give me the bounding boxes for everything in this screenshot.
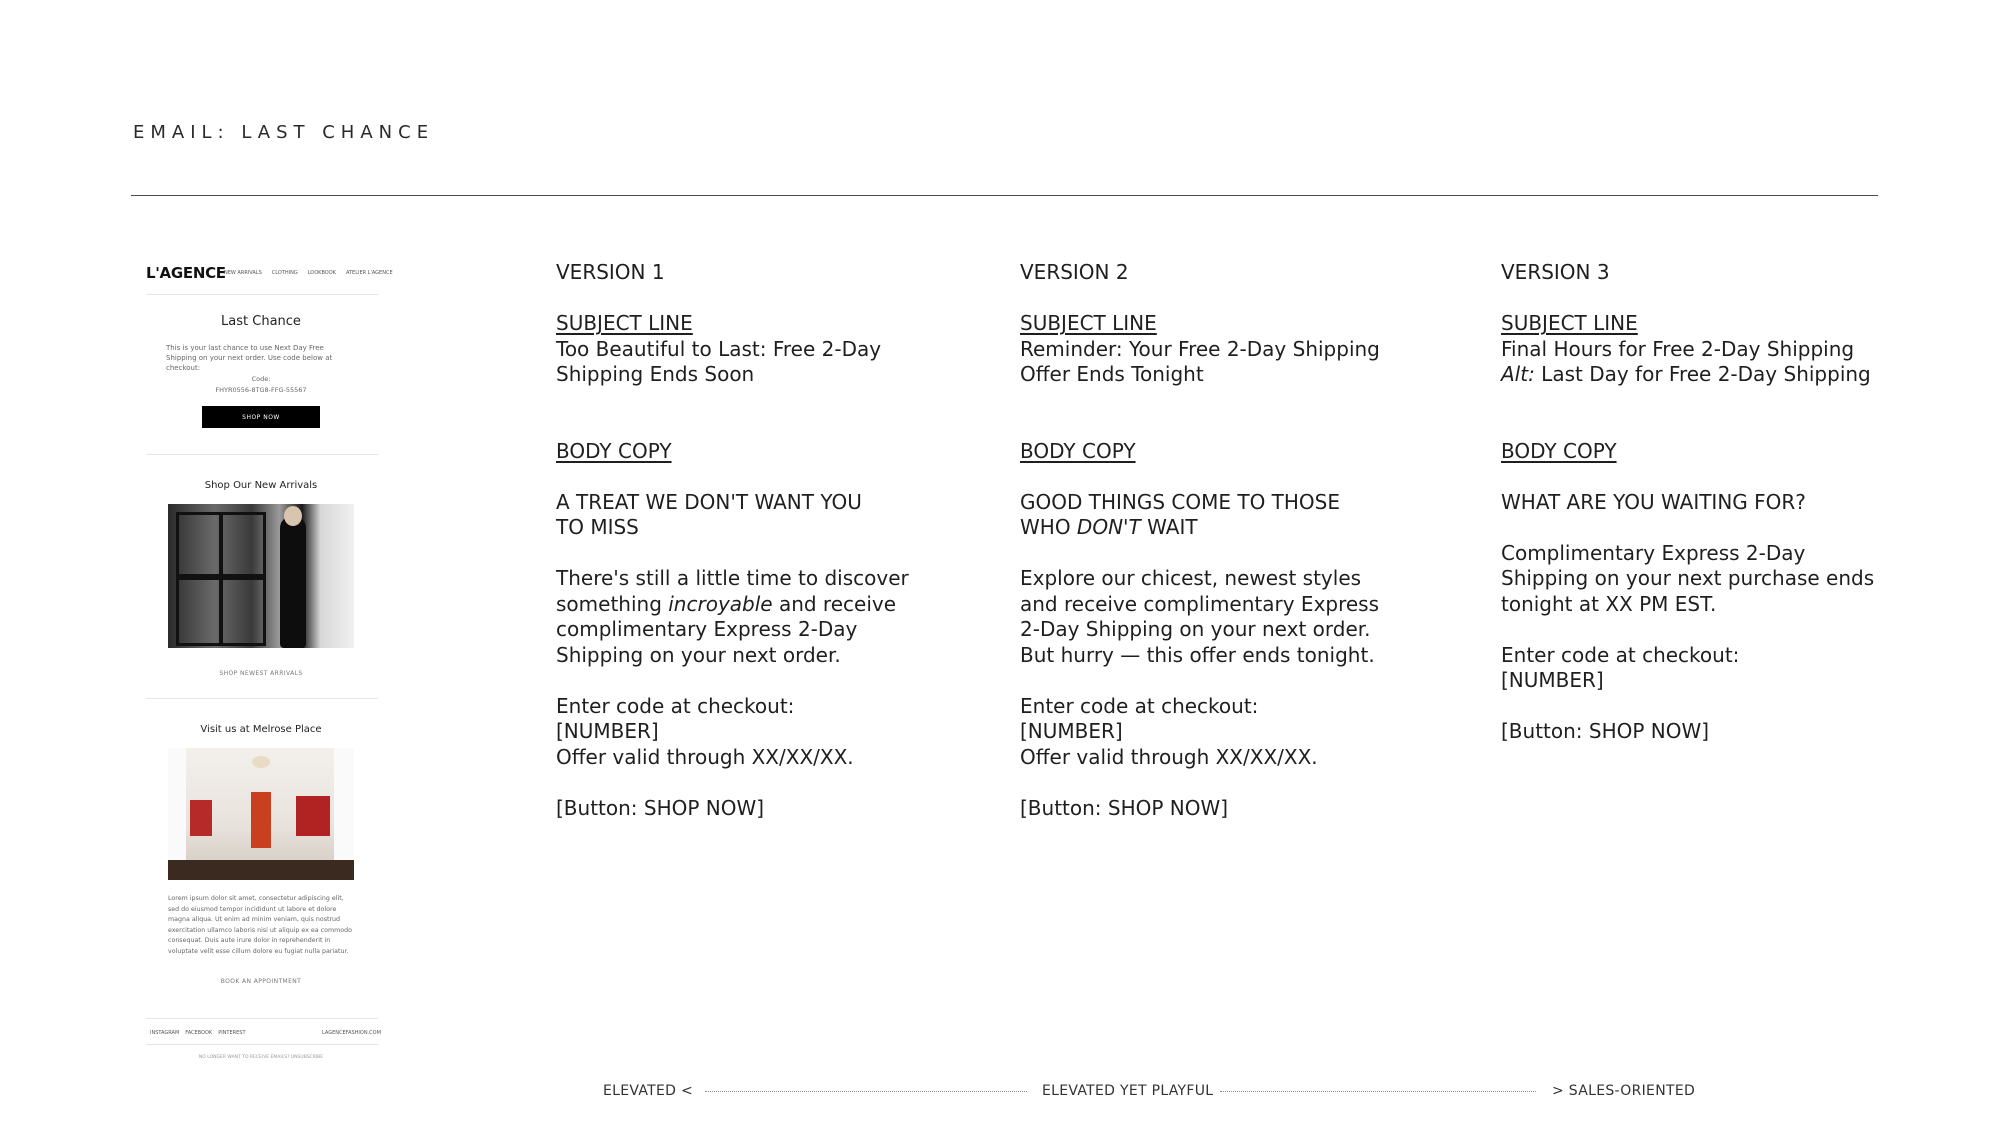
hero-text: This is your last chance to use Next Day Free Shipping on your next order. Use code below at checkout: [166, 344, 333, 372]
code-instructions: Enter code at checkout: [NUMBER] [1501, 642, 1740, 692]
page-title: EMAIL: LAST CHANCE [133, 122, 435, 143]
divider [146, 698, 378, 699]
body-paragraph: Explore our chicest, newest styles and receive complimentary Express 2-Day Shipping on your next order. But hurry — this offer ends tonight. [1020, 566, 1380, 667]
body-paragraph: There's still a little time to discover something incroyable and receive complimentary Express 2-Day Shipping on your next order. [556, 566, 909, 667]
button-note: [Button: SHOP NOW] [1020, 795, 1229, 820]
version-heading: VERSION 1 [556, 260, 665, 284]
version-3-column [1501, 260, 1874, 745]
body-copy-label: BODY COPY [1501, 438, 1617, 463]
version-heading: VERSION 3 [1501, 260, 1610, 284]
code-value: FHYR0556-8TG8-FFG-55567 [215, 386, 307, 394]
section-title: Shop Our New Arrivals [204, 480, 318, 491]
subject-line: Too Beautiful to Last: Free 2-Day Shipping Ends Soon [556, 336, 882, 386]
scale-line [705, 1091, 1027, 1092]
social-link: INSTAGRAM [150, 1030, 180, 1036]
code-instructions: Enter code at checkout: [NUMBER] Offer valid through XX/XX/XX. [1020, 693, 1318, 769]
button-note: [Button: SHOP NOW] [556, 795, 765, 820]
alt-subject-line: Alt: Last Day for Free 2-Day Shipping [1501, 362, 1871, 386]
code-instructions: Enter code at checkout: [NUMBER] Offer valid through XX/XX/XX. [556, 693, 854, 769]
section-caption: SHOP NEWEST ARRIVALS [219, 670, 303, 677]
version-heading: VERSION 2 [1020, 260, 1129, 284]
hero-title: Last Chance [221, 314, 301, 329]
subject-line-label: SUBJECT LINE [556, 311, 693, 335]
social-link: PINTEREST [218, 1030, 246, 1036]
title-divider [131, 195, 1878, 196]
section-title: Visit us at Melrose Place [200, 724, 322, 735]
divider [146, 1044, 378, 1045]
nav-link: CLOTHING [271, 270, 298, 276]
scale-line [1220, 1091, 1536, 1092]
subject-line: Reminder: Your Free 2-Day Shipping Offer Ends Tonight [1020, 336, 1380, 386]
divider [146, 1018, 378, 1019]
shop-now-button: SHOP NOW [202, 406, 320, 428]
body-copy-label: BODY COPY [1020, 438, 1136, 463]
scale-left-label: ELEVATED < [603, 1083, 694, 1099]
site-url: LAGENCEFASHION.COM [322, 1030, 381, 1036]
body-headline: GOOD THINGS COME TO THOSE WHO DON'T WAIT [1020, 489, 1341, 539]
body-headline: A TREAT WE DON'T WANT YOU TO MISS [556, 489, 862, 539]
divider [146, 294, 378, 295]
code-label: Code: [251, 375, 271, 383]
subject-line: Final Hours for Free 2-Day Shipping [1501, 336, 1855, 361]
unsubscribe-text: NO LONGER WANT TO RECEIVE EMAILS? UNSUBSCRIBE [198, 1055, 324, 1060]
social-links [150, 1030, 246, 1036]
version-1-column [556, 260, 909, 821]
subject-line-label: SUBJECT LINE [1020, 311, 1157, 335]
appointment-link: BOOK AN APPOINTMENT [220, 978, 302, 985]
nav-link: NEW ARRIVALS [224, 270, 262, 276]
scale-middle-label: ELEVATED YET PLAYFUL [1042, 1083, 1214, 1099]
body-copy-label: BODY COPY [556, 438, 672, 463]
email-mockup [142, 258, 393, 1060]
version-2-column [1020, 260, 1380, 821]
new-arrivals-photo [168, 504, 354, 648]
store-photo [168, 748, 354, 880]
social-link: FACEBOOK [185, 1030, 213, 1036]
promo-code [142, 374, 380, 396]
nav-link: ATELIER L'AGENCE [345, 270, 393, 276]
body-paragraph: Complimentary Express 2-Day Shipping on your next purchase ends tonight at XX PM EST. [1501, 540, 1875, 616]
button-note: [Button: SHOP NOW] [1501, 719, 1710, 743]
brand-logo: L'AGENCE [146, 264, 226, 282]
body-headline: WHAT ARE YOU WAITING FOR? [1501, 489, 1806, 514]
scale-right-label: > SALES-ORIENTED [1552, 1083, 1696, 1099]
divider [146, 454, 378, 455]
email-nav [224, 270, 393, 276]
nav-link: LOOKBOOK [307, 270, 336, 276]
subject-line-label: SUBJECT LINE [1501, 311, 1638, 335]
store-description: Lorem ipsum dolor sit amet, consectetur adipiscing elit, sed do eiusmod tempor incididunt ut labore et dolore magna aliqua. Ut enim ad minim veniam, quis nostrud exercitation ullamco laboris nisi ut aliquip ex ea commodo consequat. Duis aute irure dolor in reprehenderit in voluptate velit esse cillum dolore eu fugiat nulla pariatur. [168, 895, 352, 955]
